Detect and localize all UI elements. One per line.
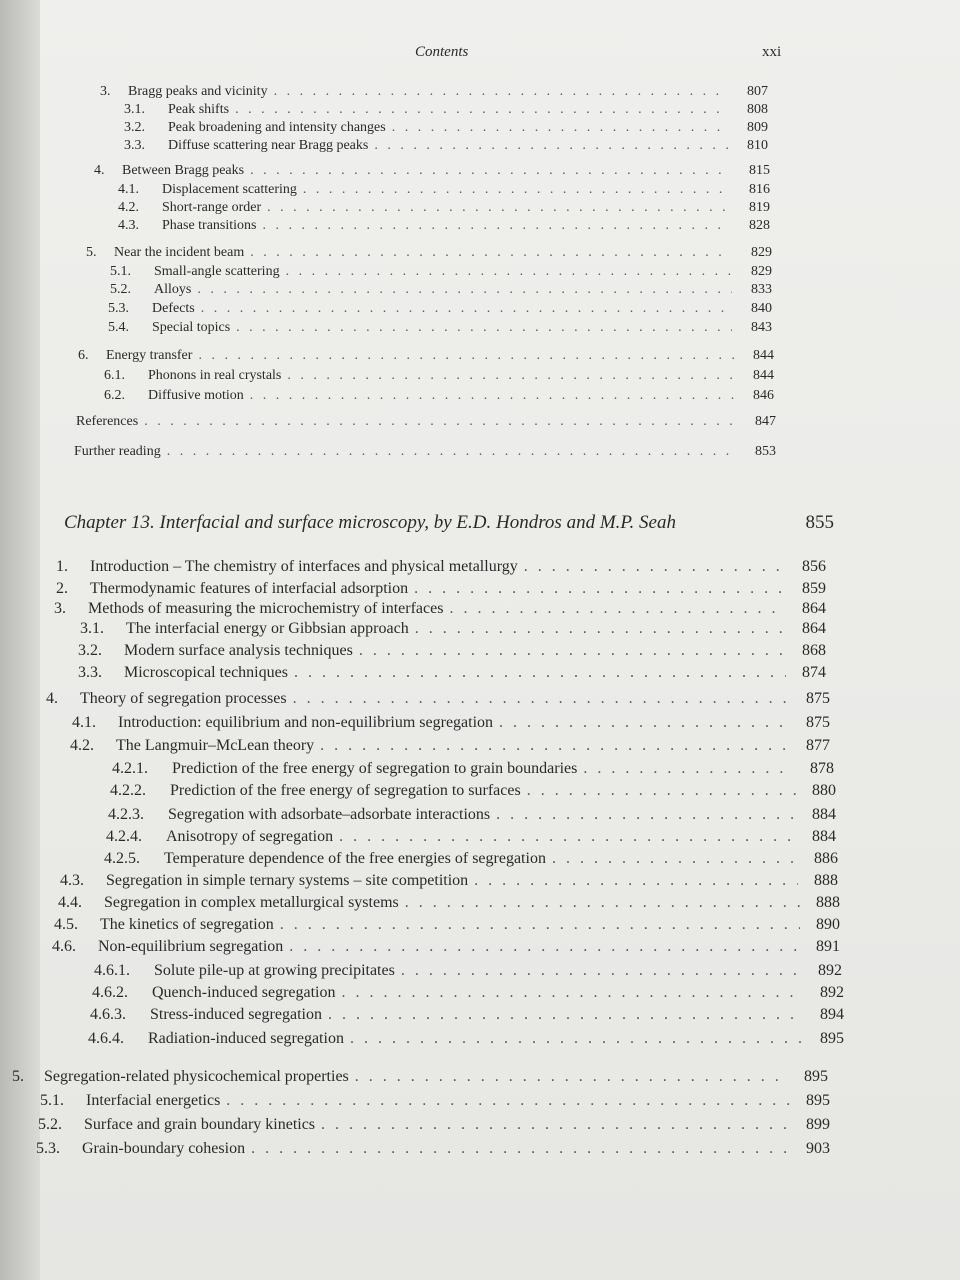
section-page: 878	[810, 760, 834, 777]
section-title: Microscopical techniques	[124, 664, 288, 681]
section-page: 829	[751, 264, 772, 279]
dot-leader	[355, 1068, 788, 1086]
section-page: 886	[814, 850, 838, 867]
toc-chapter-entry	[54, 916, 840, 934]
dot-leader	[286, 264, 732, 280]
section-page: 844	[753, 368, 774, 383]
section-title: Small-angle scattering	[154, 264, 280, 279]
section-page: 856	[802, 558, 826, 575]
section-number: 4.6.4.	[88, 1030, 124, 1047]
toc-top-entry	[72, 414, 776, 430]
section-number: 5.1.	[40, 1092, 64, 1109]
section-number: 6.	[78, 348, 89, 363]
section-page: 807	[747, 84, 768, 99]
section-page: 874	[802, 664, 826, 681]
toc-chapter-entry	[52, 938, 840, 956]
section-page: 853	[755, 444, 776, 459]
toc-chapter-entry	[38, 1116, 830, 1134]
section-page: 868	[802, 642, 826, 659]
dot-leader	[235, 102, 728, 118]
dot-leader	[289, 938, 800, 956]
section-page: 880	[812, 782, 836, 799]
dot-leader	[320, 737, 790, 755]
section-title: The interfacial energy or Gibbsian approach	[126, 620, 409, 637]
section-number: 4.2.1.	[112, 760, 148, 777]
chapter-title: Chapter 13. Interfacial and surface microscopy, by E.D. Hondros and M.P. Seah	[64, 512, 676, 533]
dot-leader	[405, 894, 800, 912]
dot-leader	[250, 245, 732, 261]
toc-chapter-entry	[40, 1092, 830, 1110]
toc-chapter-entry	[92, 984, 844, 1002]
section-number: 4.6.3.	[90, 1006, 126, 1023]
dot-leader	[167, 444, 736, 460]
section-title: Grain-boundary cohesion	[82, 1140, 246, 1157]
section-title: Between Bragg peaks	[122, 163, 245, 178]
section-page: 884	[812, 828, 836, 845]
section-number: 5.	[86, 245, 97, 260]
section-title: Bragg peaks and vicinity	[128, 84, 268, 99]
section-number: 2.	[56, 580, 68, 597]
section-number: 3.2.	[78, 642, 102, 659]
toc-chapter-entry	[110, 782, 836, 800]
toc-chapter-entry	[56, 558, 826, 576]
section-page: 890	[816, 916, 840, 933]
dot-leader	[339, 828, 796, 846]
section-title: Energy transfer	[106, 348, 193, 363]
section-title: Segregation in simple ternary systems – site competition	[106, 872, 469, 889]
dot-leader	[293, 690, 790, 708]
dot-leader	[201, 301, 732, 317]
section-page: 864	[802, 600, 826, 617]
toc-chapter-entry	[88, 1030, 844, 1048]
dot-leader	[496, 806, 796, 824]
toc-top-entry	[118, 218, 770, 234]
section-number: 4.2.	[70, 737, 94, 754]
section-number: 3.2.	[124, 120, 145, 135]
section-title: Segregation-related physicochemical properties	[44, 1068, 349, 1085]
section-title: Near the incident beam	[114, 245, 245, 260]
dot-leader	[499, 714, 790, 732]
section-title: Diffusive motion	[148, 388, 244, 403]
dot-leader	[401, 962, 802, 980]
section-number: 5.3.	[108, 301, 129, 316]
section-page: 808	[747, 102, 768, 117]
toc-chapter-entry	[46, 690, 830, 708]
section-title: Peak shifts	[168, 102, 230, 117]
toc-chapter-entry	[72, 714, 830, 732]
toc-chapter-entry	[78, 642, 826, 660]
section-page: 888	[816, 894, 840, 911]
toc-top-entry	[124, 102, 768, 118]
toc-top-entry	[110, 264, 772, 280]
section-number: 4.6.2.	[92, 984, 128, 1001]
section-page: 892	[818, 962, 842, 979]
section-number: 5.4.	[108, 320, 129, 335]
section-number: 4.6.	[52, 938, 76, 955]
toc-chapter-entry	[112, 760, 834, 778]
dot-leader	[197, 282, 732, 298]
section-page: 891	[816, 938, 840, 955]
section-page: 829	[751, 245, 772, 260]
dot-leader	[287, 368, 734, 384]
section-page: 810	[747, 138, 768, 153]
toc-chapter-entry	[60, 872, 838, 890]
section-page: 877	[806, 737, 830, 754]
section-number: 6.1.	[104, 368, 125, 383]
section-page: 844	[753, 348, 774, 363]
toc-top-entry	[118, 182, 770, 198]
dot-leader	[274, 84, 728, 100]
section-number: 5.1.	[110, 264, 131, 279]
section-number: 1.	[56, 558, 68, 575]
section-number: 4.2.3.	[108, 806, 144, 823]
dot-leader	[350, 1030, 804, 1048]
dot-leader	[236, 320, 732, 336]
toc-top-entry	[124, 120, 768, 136]
section-number: 3.	[54, 600, 66, 617]
dot-leader	[144, 414, 736, 430]
section-title: Theory of segregation processes	[80, 690, 287, 707]
section-number: 4.5.	[54, 916, 78, 933]
toc-chapter-entry	[108, 806, 836, 824]
section-title: Segregation with adsorbate–adsorbate interactions	[168, 806, 491, 823]
section-title: Phonons in real crystals	[148, 368, 282, 383]
dot-leader	[251, 1140, 790, 1158]
chapter-page: 855	[805, 512, 834, 533]
section-number: 3.3.	[78, 664, 102, 681]
section-page: 809	[747, 120, 768, 135]
section-title: Displacement scattering	[162, 182, 297, 197]
dot-leader	[374, 138, 728, 154]
section-number: 4.3.	[118, 218, 139, 233]
section-number: 4.1.	[72, 714, 96, 731]
section-number: 4.	[46, 690, 58, 707]
toc-top-entry	[94, 163, 770, 179]
section-number: 4.2.2.	[110, 782, 146, 799]
dot-leader	[198, 348, 734, 364]
section-page: 884	[812, 806, 836, 823]
dot-leader	[552, 850, 798, 868]
section-number: 3.	[100, 84, 111, 99]
section-title: References	[76, 414, 139, 429]
section-page: 864	[802, 620, 826, 637]
section-title: The kinetics of segregation	[100, 916, 274, 933]
section-title: Solute pile-up at growing precipitates	[154, 962, 395, 979]
toc-chapter-entry	[12, 1068, 828, 1086]
section-number: 5.2.	[110, 282, 131, 297]
section-page: 819	[749, 200, 770, 215]
section-page: 840	[751, 301, 772, 316]
section-page: 888	[814, 872, 838, 889]
section-page: 894	[820, 1006, 844, 1023]
toc-top-entry	[104, 368, 774, 384]
section-title: Alloys	[154, 282, 192, 297]
dot-leader	[524, 558, 786, 576]
section-page: 846	[753, 388, 774, 403]
toc-top-entry	[124, 138, 768, 154]
dot-leader	[267, 200, 730, 216]
section-number: 4.6.1.	[94, 962, 130, 979]
section-title: Modern surface analysis techniques	[124, 642, 353, 659]
section-number: 4.2.	[118, 200, 139, 215]
section-page: 847	[755, 414, 776, 429]
dot-leader	[415, 620, 786, 638]
toc-top-entry	[70, 444, 776, 460]
section-number: 3.1.	[124, 102, 145, 117]
section-title: Quench-induced segregation	[152, 984, 336, 1001]
dot-leader	[250, 163, 730, 179]
section-number: 5.	[12, 1068, 24, 1085]
section-title: Defects	[152, 301, 195, 316]
section-page: 903	[806, 1140, 830, 1157]
section-number: 4.	[94, 163, 105, 178]
section-number: 6.2.	[104, 388, 125, 403]
dot-leader	[328, 1006, 804, 1024]
running-title: Contents	[415, 44, 469, 60]
toc-top-entry	[108, 320, 772, 336]
book-gutter	[0, 0, 44, 1280]
page-header	[40, 44, 960, 68]
section-page: 859	[802, 580, 826, 597]
toc-chapter-entry	[80, 620, 826, 638]
section-title: Prediction of the free energy of segregation to surfaces	[170, 782, 521, 799]
section-page: 816	[749, 182, 770, 197]
toc-chapter-entry	[106, 828, 836, 846]
section-number: 4.1.	[118, 182, 139, 197]
dot-leader	[414, 580, 786, 598]
section-title: Introduction – The chemistry of interfaces and physical metallurgy	[90, 558, 518, 575]
page-number: xxi	[762, 44, 782, 60]
section-title: Interfacial energetics	[86, 1092, 221, 1109]
toc-chapter-entry	[94, 962, 842, 980]
section-title: Short-range order	[162, 200, 262, 215]
section-title: Segregation in complex metallurgical systems	[104, 894, 399, 911]
section-title: Temperature dependence of the free energies of segregation	[164, 850, 546, 867]
toc-top-entry	[118, 200, 770, 216]
section-number: 4.3.	[60, 872, 84, 889]
toc-top-entry	[78, 348, 774, 364]
section-title: Special topics	[152, 320, 231, 335]
section-title: Radiation-induced segregation	[148, 1030, 344, 1047]
section-title: Stress-induced segregation	[150, 1006, 322, 1023]
section-title: Surface and grain boundary kinetics	[84, 1116, 316, 1133]
dot-leader	[321, 1116, 790, 1134]
section-title: Peak broadening and intensity changes	[168, 120, 386, 135]
section-title: Prediction of the free energy of segregation to grain boundaries	[172, 760, 578, 777]
toc-chapter-entry	[56, 580, 826, 598]
section-title: Non-equilibrium segregation	[98, 938, 284, 955]
section-title: Further reading	[74, 444, 161, 459]
toc-chapter-entry	[104, 850, 838, 868]
dot-leader	[449, 600, 786, 618]
dot-leader	[474, 872, 798, 890]
book-page	[12, 0, 960, 1280]
toc-chapter-entry	[70, 737, 830, 755]
dot-leader	[527, 782, 796, 800]
dot-leader	[250, 388, 734, 404]
section-number: 4.2.5.	[104, 850, 140, 867]
dot-leader	[294, 664, 786, 682]
section-title: The Langmuir–McLean theory	[116, 737, 315, 754]
toc-top-entry	[100, 84, 768, 100]
section-page: 828	[749, 218, 770, 233]
section-page: 895	[806, 1092, 830, 1109]
section-number: 4.4.	[58, 894, 82, 911]
section-page: 833	[751, 282, 772, 297]
chapter-heading	[64, 512, 834, 534]
toc-top-entry	[110, 282, 772, 298]
dot-leader	[359, 642, 786, 660]
section-page: 843	[751, 320, 772, 335]
section-title: Methods of measuring the microchemistry of interfaces	[88, 600, 444, 617]
section-number: 3.3.	[124, 138, 145, 153]
toc-top-entry	[108, 301, 772, 317]
section-title: Diffuse scattering near Bragg peaks	[168, 138, 369, 153]
section-page: 892	[820, 984, 844, 1001]
toc-chapter-entry	[90, 1006, 844, 1024]
section-page: 899	[806, 1116, 830, 1133]
section-number: 3.1.	[80, 620, 104, 637]
toc-top-entry	[104, 388, 774, 404]
toc-chapter-entry	[58, 894, 840, 912]
dot-leader	[392, 120, 728, 136]
dot-leader	[583, 760, 794, 778]
section-page: 875	[806, 690, 830, 707]
toc-top-entry	[86, 245, 772, 261]
section-number: 5.3.	[36, 1140, 60, 1157]
section-page: 895	[820, 1030, 844, 1047]
section-number: 5.2.	[38, 1116, 62, 1133]
section-title: Introduction: equilibrium and non-equilibrium segregation	[118, 714, 494, 731]
dot-leader	[280, 916, 800, 934]
dot-leader	[303, 182, 730, 198]
section-page: 875	[806, 714, 830, 731]
dot-leader	[263, 218, 731, 234]
section-page: 815	[749, 163, 770, 178]
dot-leader	[341, 984, 804, 1002]
section-title: Thermodynamic features of interfacial adsorption	[90, 580, 409, 597]
section-number: 4.2.4.	[106, 828, 142, 845]
dot-leader	[226, 1092, 790, 1110]
toc-chapter-entry	[78, 664, 826, 682]
toc-chapter-entry	[54, 600, 826, 618]
section-title: Anisotropy of segregation	[166, 828, 334, 845]
section-title: Phase transitions	[162, 218, 257, 233]
section-page: 895	[804, 1068, 828, 1085]
toc-chapter-entry	[36, 1140, 830, 1158]
